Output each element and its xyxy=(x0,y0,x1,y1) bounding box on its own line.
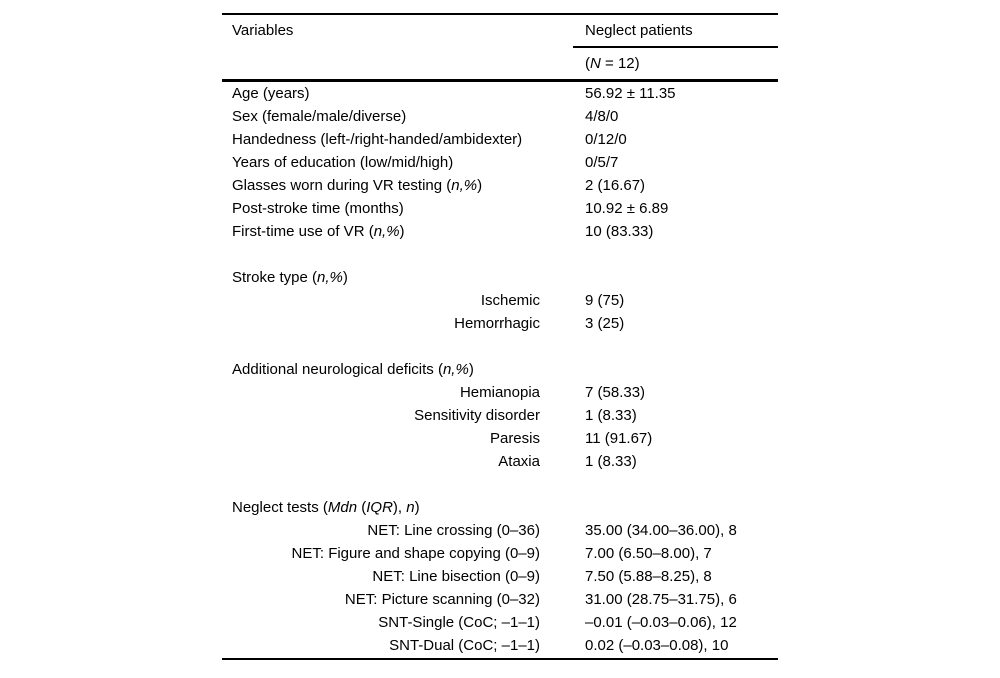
row-value: 35.00 (34.00–36.00), 8 xyxy=(585,522,737,539)
row-label: SNT-Dual (CoC; –1–1) xyxy=(389,637,540,654)
row-value: 10.92 ± 6.89 xyxy=(585,200,669,217)
table-row xyxy=(222,542,778,565)
table-row xyxy=(222,565,778,588)
row-value: 11 (91.67) xyxy=(585,430,653,447)
row-label: Years of education (low/mid/high) xyxy=(232,154,454,171)
row-label: Sensitivity disorder xyxy=(414,407,540,424)
row-value: 0/5/7 xyxy=(585,154,619,171)
table-row xyxy=(222,82,778,105)
table-bottom-rule xyxy=(222,658,778,660)
row-label: Hemianopia xyxy=(459,384,540,401)
row-label: Stroke type (n,%) xyxy=(232,269,348,286)
row-label: Neglect tests (Mdn (IQR), n) xyxy=(232,499,420,516)
row-label: Handedness (left-/right-handed/ambidexter) xyxy=(232,131,523,148)
table-row xyxy=(222,128,778,151)
table-row xyxy=(222,634,778,657)
row-label: NET: Line crossing (0–36) xyxy=(367,522,540,539)
row-value: 3 (25) xyxy=(585,315,625,332)
table-row xyxy=(222,289,778,312)
spacer-row xyxy=(222,335,778,358)
table-row xyxy=(222,611,778,634)
table-row xyxy=(222,496,778,519)
spacer-row xyxy=(222,243,778,266)
row-value: 9 (75) xyxy=(585,292,625,309)
spacer-row xyxy=(222,473,778,496)
row-value: 2 (16.67) xyxy=(585,177,646,194)
row-value: –0.01 (–0.03–0.06), 12 xyxy=(585,614,737,631)
row-value: 4/8/0 xyxy=(585,108,619,125)
table-row xyxy=(222,450,778,473)
table-row xyxy=(222,197,778,220)
row-value: 1 (8.33) xyxy=(585,407,637,424)
table-row xyxy=(222,266,778,289)
row-label: Age (years) xyxy=(232,85,310,102)
row-value: 10 (83.33) xyxy=(585,223,654,240)
table-row xyxy=(222,105,778,128)
table-row xyxy=(222,151,778,174)
row-label: Paresis xyxy=(489,430,540,447)
row-label: Ischemic xyxy=(480,292,540,309)
row-label: Hemorrhagic xyxy=(454,315,540,332)
table-row xyxy=(222,174,778,197)
row-value: 56.92 ± 11.35 xyxy=(585,85,676,102)
row-value: 7.50 (5.88–8.25), 8 xyxy=(585,568,712,585)
sample-size-label: (N = 12) xyxy=(585,55,640,72)
row-value: 0.02 (–0.03–0.08), 10 xyxy=(585,637,729,654)
row-label: Sex (female/male/diverse) xyxy=(232,108,407,125)
row-label: Ataxia xyxy=(498,453,540,470)
table-header-row xyxy=(222,15,778,46)
row-value: 1 (8.33) xyxy=(585,453,637,470)
row-value: 31.00 (28.75–31.75), 6 xyxy=(585,591,737,608)
column-header-variables: Variables xyxy=(232,22,294,39)
table-row xyxy=(222,519,778,542)
table-row xyxy=(222,358,778,381)
row-label: NET: Picture scanning (0–32) xyxy=(344,591,540,608)
table-row xyxy=(222,404,778,427)
row-value: 7 (58.33) xyxy=(585,384,646,401)
row-label: First-time use of VR (n,%) xyxy=(232,223,405,240)
table-row xyxy=(222,588,778,611)
row-label: NET: Line bisection (0–9) xyxy=(372,568,540,585)
table-row xyxy=(222,427,778,450)
table-row xyxy=(222,381,778,404)
row-label: Post-stroke time (months) xyxy=(232,200,404,217)
row-value: 7.00 (6.50–8.00), 7 xyxy=(585,545,712,562)
table-body xyxy=(222,82,778,657)
table-subheader-row xyxy=(222,48,778,79)
table-row xyxy=(222,220,778,243)
row-label: SNT-Single (CoC; –1–1) xyxy=(378,614,540,631)
row-value: 0/12/0 xyxy=(585,131,627,148)
row-label: NET: Figure and shape copying (0–9) xyxy=(291,545,540,562)
table-row xyxy=(222,312,778,335)
column-header-neglect-patients: Neglect patients xyxy=(585,22,693,39)
patient-characteristics-table xyxy=(222,13,778,660)
row-label: Glasses worn during VR testing (n,%) xyxy=(232,177,483,194)
row-label: Additional neurological deficits (n,%) xyxy=(232,361,474,378)
